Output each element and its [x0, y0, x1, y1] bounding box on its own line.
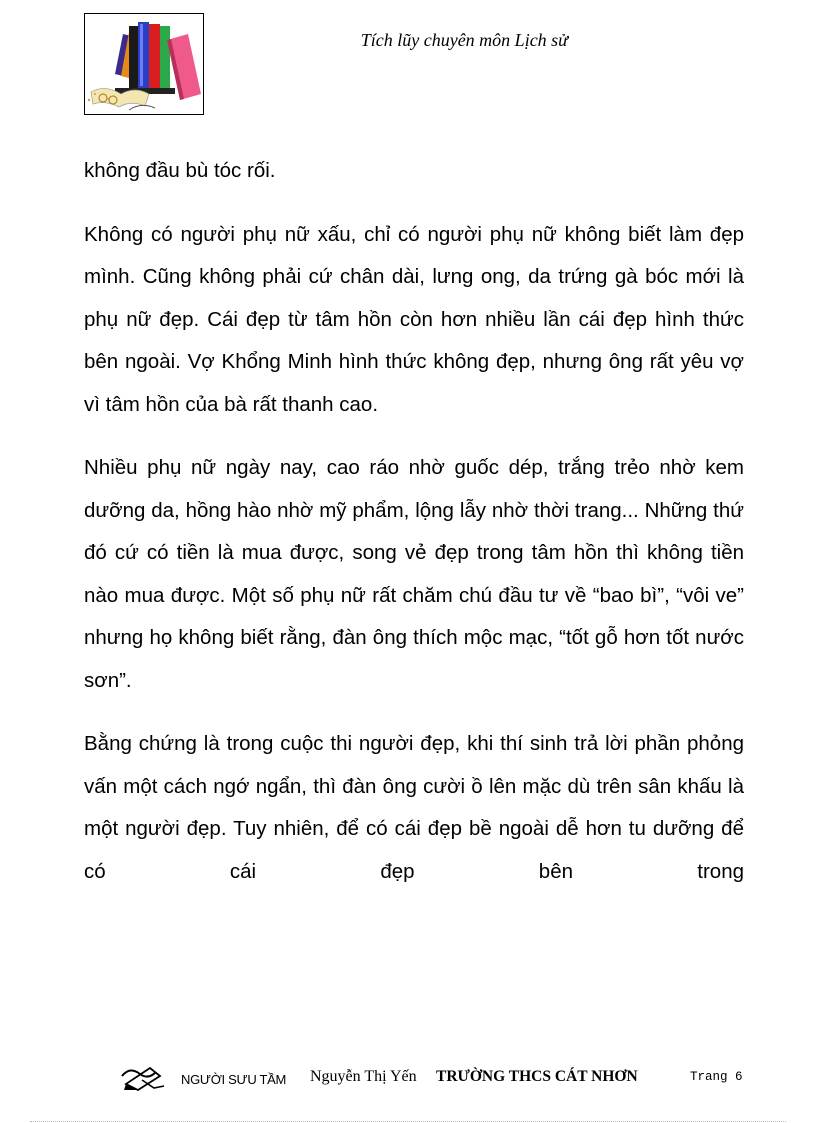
- page-footer: [120, 1060, 760, 1096]
- books-logo-icon: [84, 13, 204, 115]
- collector-label: NGƯỜI SƯU TẦM: [181, 1072, 287, 1087]
- header-title: Tích lũy chuyên môn Lịch sử: [360, 30, 568, 50]
- paragraph: Bằng chứng là trong cuộc thi người đẹp, khi thí sinh trả lời phần phỏng vấn một cách ngớ ngẩn, thì đàn ông cười ồ lên mặc dù trên sân khấu là một người đẹp. Tuy nhiên, để có cái đẹp bề ngoài dễ hơn tu dưỡng để có cái đẹp bên trong: [84, 732, 744, 883]
- author-name: Nguyễn Thị Yến: [310, 1068, 417, 1085]
- school-name: TRƯỜNG THCS CÁT NHƠN: [436, 1068, 638, 1085]
- paragraph: Nhiều phụ nữ ngày nay, cao ráo nhờ guốc dép, trắng trẻo nhờ kem dưỡng da, hồng hào nhờ mỹ phẩm, lộng lẫy nhờ thời trang... Những thứ đó cứ có tiền là mua được, song vẻ đẹp trong tâm hồn thì không tiền nào mua được. Một số phụ nữ rất chăm chú đầu tư về “bao bì”, “vôi ve” nhưng họ không biết rằng, đàn ông thích mộc mạc, “tốt gỗ hơn tốt nước sơn”.: [84, 456, 744, 692]
- document-body: [84, 150, 744, 914]
- paragraph: Không có người phụ nữ xấu, chỉ có người phụ nữ không biết làm đẹp mình. Cũng không phải cứ chân dài, lưng ong, da trứng gà bóc mới là phụ nữ đẹp. Cái đẹp từ tâm hồn còn hơn nhiều lần cái đẹp hình thức bên ngoài. Vợ Khổng Minh hình thức không đẹp, nhưng ông rất yêu vợ vì tâm hồn của bà rất thanh cao.: [84, 222, 744, 416]
- bottom-divider: [30, 1121, 786, 1122]
- paragraph: không đầu bù tóc rối.: [84, 159, 276, 182]
- page-number: Trang 6: [690, 1070, 743, 1084]
- pen-signature-icon: [120, 1062, 168, 1092]
